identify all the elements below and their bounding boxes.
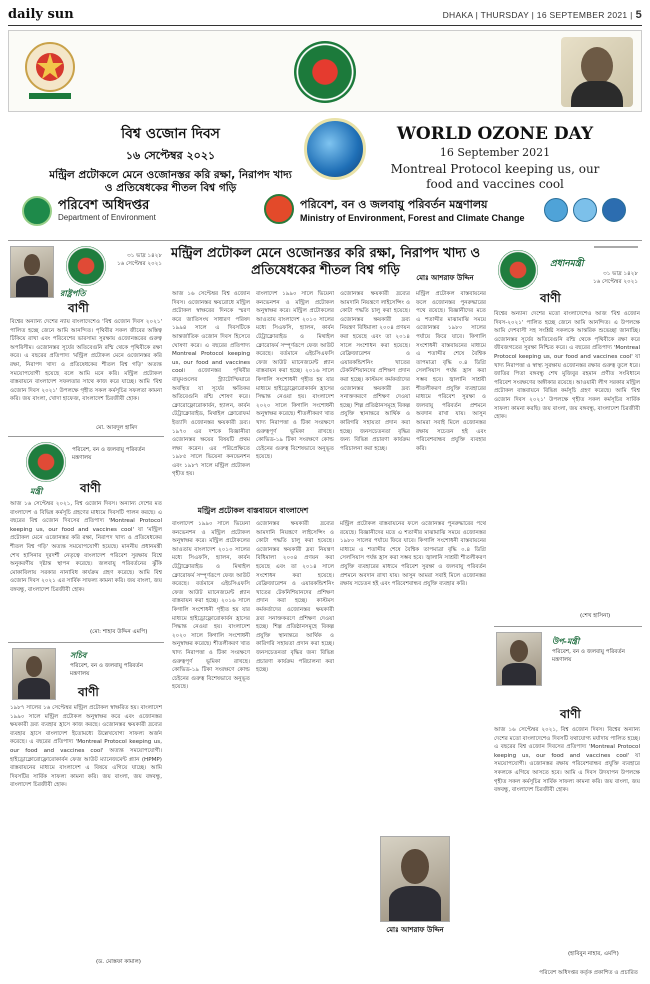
minister-seal: [26, 442, 66, 482]
pm-seal: [498, 250, 538, 290]
english-date: 16 September 2021: [439, 146, 551, 159]
divider: [8, 642, 164, 643]
english-title-block: [390, 124, 600, 192]
dateline-text: DHAKA | THURSDAY | 16 SEPTEMBER 2021 |: [442, 9, 633, 20]
divider: [8, 436, 164, 437]
article-column-6: ওজোনস্তর ক্ষয়কারী দ্রব্যের আমদানি নিয়ন্ত্রণে লাইসেন্সিং ও কোটা পদ্ধতি চালু করা হয়েছে। ওজোনস্তর ক্ষয়কারী দ্রব্য নিয়ন্ত্রণ বিধিমালা ২০০৪ প্রণয়ন করা হয়েছে এবং তা ২০১৪ সালে সংশোধন করা হয়েছে। রেফ্রিজারেশন ও এয়ারকন্ডিশনিং খাতের টেকনিশিয়ানদের প্রশিক্ষণ প্রদান করা হচ্ছে। কাস্টমস কর্মকর্তাদের ওজোনস্তর ক্ষয়কারী দ্রব্য সনাক্তকরণে প্রশিক্ষণ দেওয়া হচ্ছে। শিল্প প্রতিষ্ঠানসমূহে বিকল্প প্রযুক্তি স্থানান্তরে আর্থিক ও কারিগরি সহায়তা প্রদান করা হচ্ছে। জনসচেতনতা বৃদ্ধির জন্য বিভিন্ন প্রচারণা কার্যক্রম পরিচালনা করা হচ্ছে।: [256, 521, 334, 674]
author-name-bottom: মোঃ আশরাফ উদ্দিন: [386, 926, 444, 934]
government-emblem: [294, 41, 356, 103]
author-photo: [380, 836, 450, 922]
ozone-secretariat-logo: [573, 198, 597, 222]
minister-role: মন্ত্রী: [30, 487, 43, 496]
minister-message: আজ ১৬ সেপ্টেম্বর ২০২১, বিশ্ব ওজোন দিবস। অন্যান্য দেশের মত বাংলাদেশ ও বিভিন্ন কর্মসূচি গ্রহণের মাধ্যমে দিবসটি পালন করছে। এ বছরের বিশ্ব ওজোন দিবসের প্রতিপাদ্য 'Montreal Protocol keeping us, our food and vaccines cool' যা 'মন্ট্রিল প্রটোকল মেনে ওজোনস্তর করি রক্ষা, নিরাপদ খাদ্য ও প্রতিষেধকের শীতল বিশ্ব গড়ি' অত্যন্ত সময়োপযোগী হয়েছে। মাননীয় প্রধানমন্ত্রী শেখ হাসিনার দূরদর্শী নেতৃত্বে বাংলাদেশ পরিবেশ সুরক্ষায় বিশ্বে অনুকরণীয় দৃষ্টান্ত স্থাপন করেছে। জলবায়ু পরিবর্তনের ঝুঁকি মোকাবিলায় সরকার নানাবিধ কার্যক্রম গ্রহণ করেছে। আমি বিশ্ব ওজোন দিবস ২০২১ এর সার্বিক সাফল্য কামনা করি। জয় বাংলা, জয় বঙ্গবন্ধু, বাংলাদেশ চিরজীবী হোক।: [10, 501, 162, 593]
ministry-logo: [264, 194, 294, 224]
article-headline: মন্ট্রিল প্রটোকল মেনে ওজোনস্তর করি রক্ষা, নিরাপদ খাদ্য ও প্রতিষেধকের শীতল বিশ্ব গড়ি: [170, 246, 481, 278]
deputy-minister-message-label: বাণী: [560, 707, 581, 721]
secretary-message-label: বাণী: [78, 685, 99, 699]
minister-subtitle: পরিবেশ, বন ও জলবায়ু পরিবর্তন মন্ত্রণালয়: [72, 447, 145, 461]
president-message-label: বাণী: [68, 301, 89, 315]
author-name: মোঃ আশরাফ উদ্দিন: [416, 274, 474, 282]
deputy-minister-photo: [496, 632, 542, 686]
secretary-message: ১৯৮৭ সালের ১৬ সেপ্টেম্বর মন্ট্রিল প্রটোকল স্বাক্ষরিত হয়। বাংলাদেশ ১৯৯০ সালে মন্ট্রিল প্রটোকল অনুস্বাক্ষর করে এবং ওজোনস্তর ক্ষয়কারী দ্রব্য ব্যবহার হ্রাসে কাজ করছে। ওজোনস্তর ক্ষয়কারী দ্রব্যের ব্যবহার হ্রাসে বাংলাদেশ ইতোমধ্যে উল্লেখযোগ্য সাফল্য অর্জন করেছে। এ বছরের প্রতিপাদ্য 'Montreal Protocol keeping us, our food and vaccines cool' অত্যন্ত সময়োপযোগী। হাইড্রোক্লোরোফ্লোরোকার্বন ফেজ আউট ম্যানেজমেন্ট প্ল্যান (HPMP) বাস্তবায়নের মাধ্যমে বাংলাদেশ এ বিষয়ে এগিয়ে যাচ্ছে। আমি দিবসটির সার্বিক সাফল্য কামনা করি। জয় বাংলা, জয় বঙ্গবন্ধু, বাংলাদেশ চিরজীবী হোক।: [10, 705, 162, 789]
english-theme: Montreal Protocol keeping us, our food and vaccines cool: [390, 162, 600, 191]
article-column-7: মন্ট্রিল প্রটোকল বাস্তবায়নের ফলে ওজোনস্তর পুনরুদ্ধারের পথে রয়েছে। বিজ্ঞানীদের মতে এ শতাব্দীর মাঝামাঝি সময়ে ওজোনস্তর ১৯৮০ সালের পর্যায়ে ফিরে যাবে। কিগালি সংশোধনী বাস্তবায়নের মাধ্যমে এ শতাব্দীর শেষে বৈশ্বিক তাপমাত্রা বৃদ্ধি ০.৪ ডিগ্রি সেলসিয়াস পর্যন্ত হ্রাস করা সম্ভব হবে। জ্বালানি সাশ্রয়ী শীতলীকরণ প্রযুক্তি ব্যবহারের মাধ্যমে পরিবেশ সুরক্ষা ও জলবায়ু পরিবর্তন প্রশমনে অবদান রাখা যায়। আসুন আমরা সবাই মিলে ওজোনস্তর রক্ষায় সচেতন হই এবং পরিবেশবান্ধব প্রযুক্তি ব্যবহার করি।: [340, 521, 486, 588]
president-photo: [10, 246, 54, 298]
bangla-title: বিশ্ব ওজোন দিবস: [121, 126, 220, 142]
bangla-title-block: [48, 122, 293, 195]
pm-message: বিশ্বের অন্যান্য দেশের মতো বাংলাদেশেও আজ 'বিশ্ব ওজোন দিবস-২০২১' পালিত হচ্ছে জেনে আমি আনন্দিত। এ উপলক্ষে আমি দেশবাসী সহ সংশ্লিষ্ট সকলকে আন্তরিক শুভেচ্ছা জানাচ্ছি। ওজোনস্তর সূর্যের অতিবেগুনি রশ্মি থেকে পৃথিবীকে রক্ষা করে জীবজগতের সুরক্ষা নিশ্চিত করে। এ বছরের প্রতিপাদ্য 'Montreal Protocol keeping us, our food and vaccines cool' যা খাদ্য নিরাপত্তা ও স্বাস্থ্য সুরক্ষায় ওজোনস্তর রক্ষার গুরুত্ব তুলে ধরে। জাতির পিতা বঙ্গবন্ধু শেখ মুজিবুর রহমান প্রণীত সংবিধানে পরিবেশ সংরক্ষণের অঙ্গীকার রয়েছে। আওয়ামী লীগ সরকার মন্ট্রিল প্রটোকল বাস্তবায়নে বিভিন্ন কর্মসূচি গ্রহণ করেছে। আমি 'বিশ্ব ওজোন দিবস ২০২১' উপলক্ষে গৃহীত সকল কর্মসূচির সার্বিক সাফল্য কামনা করছি। জয় বাংলা, জয় বঙ্গবন্ধু, বাংলাদেশ চিরজীবী হোক।: [494, 311, 640, 421]
secretary-signature: (ড. মোস্তফা কামাল): [96, 959, 141, 965]
article-column-3: ওজোনস্তর ক্ষয়কারী দ্রব্যের আমদানি নিয়ন্ত্রণে লাইসেন্সিং ও কোটা পদ্ধতি চালু করা হয়েছে। ওজোনস্তর ক্ষয়কারী দ্রব্য নিয়ন্ত্রণ বিধিমালা ২০০৪ প্রণয়ন করা হয়েছে এবং তা ২০১৪ সালে সংশোধন করা হয়েছে। রেফ্রিজারেশন ও এয়ারকন্ডিশনিং খাতের টেকনিশিয়ানদের প্রশিক্ষণ প্রদান করা হচ্ছে। কাস্টমস কর্মকর্তাদের ওজোনস্তর ক্ষয়কারী দ্রব্য সনাক্তকরণে প্রশিক্ষণ দেওয়া হচ্ছে। শিল্প প্রতিষ্ঠানসমূহে বিকল্প প্রযুক্তি স্থানান্তরে আর্থিক ও কারিগরি সহায়তা প্রদান করা হচ্ছে। জনসচেতনতা বৃদ্ধির জন্য বিভিন্ন প্রচারণা কার্যক্রম পরিচালনা করা হচ্ছে।: [340, 291, 410, 452]
secretary-role: সচিব: [70, 651, 87, 660]
bangla-theme: মন্ট্রিল প্রটোকলে মেনে ওজোনস্তর করি রক্ষা, নিরাপদ খাদ্য ও প্রতিষেধকের শীতল বিশ্ব গড়ি: [49, 169, 292, 195]
pm-message-label: বাণী: [540, 291, 561, 305]
divider: [494, 626, 642, 627]
president-date: ৩১ ভাদ্র ১৪২৮ ১৬ সেপ্টেম্বর ২০২১: [116, 253, 162, 267]
dateline: [443, 9, 642, 21]
pm-signature: (শেখ হাসিনা): [580, 613, 611, 619]
footer-credit: পরিবেশ অধিদপ্তর কর্তৃক প্রকাশিত ও প্রচারিত: [539, 970, 638, 976]
minister-message-label: বাণী: [80, 481, 101, 495]
department-name-bangla: পরিবেশ অধিদপ্তর: [58, 198, 150, 213]
president-role: রাষ্ট্রপতি: [60, 289, 86, 298]
article-subhead: মন্ট্রিল প্রটোকল বাস্তবায়নে বাংলাদেশ: [197, 506, 309, 515]
page-header: [8, 4, 642, 26]
partner-logos: [544, 198, 634, 222]
pm-role: প্রধানমন্ত্রী: [550, 259, 584, 269]
bangabandhu-portrait: [561, 37, 633, 107]
author-byline-bottom: [360, 926, 470, 935]
doe-logo: [22, 196, 52, 226]
president-signature: মো. আবদুল হামিদ: [96, 425, 138, 431]
page-number: 5: [635, 8, 642, 21]
ministry-name-english: Ministry of Environment, Forest and Climate Change: [300, 213, 525, 223]
author-byline-top: [400, 274, 490, 283]
ozone-globe-icon: [304, 118, 366, 180]
minister-signature: (মো: শাহাব উদ্দিন এমপি): [90, 629, 148, 635]
pm-photo-spacer: [594, 246, 638, 248]
president-message: বিশ্বের অন্যান্য দেশের ন্যায় বাংলাদেশেও 'বিশ্ব ওজোন দিবস ২০২১' পালিত হচ্ছে জেনে আমি আনন্দিত। পৃথিবীর সকল জীবের অস্তিত্ব টিকিয়ে রাখা এবং পরিবেশের ভারসাম্য সুরক্ষায় ওজোনস্তরের গুরুত্ব অপরিসীম। ওজোনস্তর সূর্যের অতিবেগুনি রশ্মি থেকে পৃথিবীকে রক্ষা করে। এ বছরের প্রতিপাদ্য 'মন্ট্রিল প্রটোকল মেনে ওজোনস্তর করি রক্ষা, নিরাপদ খাদ্য ও প্রতিষেধকের শীতল বিশ্ব গড়ি' অত্যন্ত সময়োপযোগী হয়েছে বলে আমি মনে করি। মন্ট্রিল প্রটোকল বাস্তবায়নে বাংলাদেশ সফলতার সাথে কাজ করে যাচ্ছে। আমি 'বিশ্ব ওজোন দিবস ২০২১' উপলক্ষে গৃহীত সকল কর্মসূচির সফলতা কামনা করি। জয় বাংলা, খোদা হাফেজ, বাংলাদেশ চিরজীবী হোক।: [10, 319, 162, 403]
top-banner: [8, 30, 642, 112]
divider: [8, 240, 642, 241]
deputy-minister-role: উপ-মন্ত্রী: [552, 637, 580, 646]
deputy-minister-message: আজ ১৬ সেপ্টেম্বর ২০২১, বিশ্ব ওজোন দিবস। বিশ্বের অন্যান্য দেশের মতো বাংলাদেশেও দিবসটি যথাযোগ্য মর্যাদায় পালিত হচ্ছে। এ বছরের বিশ্ব ওজোন দিবসের প্রতিপাদ্য 'Montreal Protocol keeping us, our food and vaccines cool' যা সময়োপযোগী। ওজোনস্তর রক্ষায় পরিবেশবান্ধব প্রযুক্তি ব্যবহারে সকলকে এগিয়ে আসতে হবে। আমি এ দিবস উদযাপন উপলক্ষে গৃহীত সকল কর্মসূচির সার্বিক সাফল্য কামনা করি। জয় বাংলা, জয় বঙ্গবন্ধু, বাংলাদেশ চিরজীবী হোক।: [494, 727, 640, 794]
article-column-2: বাংলাদেশ ১৯৯০ সালে ভিয়েনা কনভেনশন ও মন্ট্রিল প্রটোকল অনুস্বাক্ষর করে। মন্ট্রিল প্রটোকলের আওতায় বাংলাদেশ ২০১০ সালের মধ্যে সিএফসি, হ্যালন, কার্বন টেট্রাক্লোরাইড ও মিথাইল ক্লোরোফর্ম সম্পূর্ণরূপে ফেজ আউট করেছে। বর্তমানে এইচসিএফসি ফেজ আউট ম্যানেজমেন্ট প্ল্যান বাস্তবায়ন করা হচ্ছে। ২০১৬ সালে কিগালি সংশোধনী গৃহীত হয় যার মাধ্যমে হাইড্রোফ্লোরোকার্বন হ্রাসের সিদ্ধান্ত নেওয়া হয়। বাংলাদেশ ২০২০ সালে কিগালি সংশোধনী অনুস্বাক্ষর করেছে। শীতলীকরণ খাত খাদ্য নিরাপত্তা ও টিকা সংরক্ষণে গুরুত্বপূর্ণ ভূমিকা রাখছে। কোভিড-১৯ টিকা সংরক্ষণে কোল্ড চেইনের গুরুত্ব বিশেষভাবে অনুভূত হয়েছে।: [256, 291, 334, 461]
ministry-name-bangla: পরিবেশ, বন ও জলবায়ু পরিবর্তন মন্ত্রণালয়: [300, 198, 488, 211]
un-logo: [544, 198, 568, 222]
article-column-1: আজ ১৬ সেপ্টেম্বর বিশ্ব ওজোন দিবস। ওজোনস্তর ক্ষয়রোধে মন্ট্রিল প্রটোকল স্বাক্ষরের দিনকে স্মরণ করে জাতিসংঘ সাধারণ পরিষদ ১৯৯৪ সালে এ দিবসটিকে আন্তর্জাতিক ওজোন দিবস হিসেবে ঘোষণা করে। এ বছরের প্রতিপাদ্য Montreal Protocol keeping us, our food and vaccines cool। ওজোনস্তর পৃথিবীর বায়ুমণ্ডলের স্ট্র্যাটোস্ফিয়ারে অবস্থিত যা সূর্যের ক্ষতিকর অতিবেগুনি রশ্মি শোষণ করে। ক্লোরোফ্লোরোকার্বন, হ্যালন, কার্বন টেট্রাক্লোরাইড, মিথাইল ক্লোরোফর্ম ইত্যাদি ওজোনস্তর ক্ষয়কারী দ্রব্য। ১৯৭০ এর দশকে বিজ্ঞানীরা ওজোনস্তর ক্ষয়ের বিষয়টি প্রথম লক্ষ্য করেন। এর পরিপ্রেক্ষিতে ১৯৮৫ সালে ভিয়েনা কনভেনশন এবং ১৯৮৭ সালে মন্ট্রিল প্রটোকল গৃহীত হয়।: [172, 291, 250, 478]
department-name-english: Department of Environment: [58, 213, 156, 222]
title-row: [8, 118, 642, 238]
secretary-photo: [12, 648, 56, 700]
pm-date: ৩১ ভাদ্র ১৪২৮ ১৬ সেপ্টেম্বর ২০২১: [592, 271, 638, 285]
secretary-subtitle: পরিবেশ, বন ও জলবায়ু পরিবর্তন মন্ত্রণালয়: [70, 663, 143, 677]
bangla-date: ১৬ সেপ্টেম্বর ২০২১: [125, 149, 216, 162]
article-column-5: বাংলাদেশ ১৯৯০ সালে ভিয়েনা কনভেনশন ও মন্ট্রিল প্রটোকল অনুস্বাক্ষর করে। মন্ট্রিল প্রটোকলের আওতায় বাংলাদেশ ২০১০ সালের মধ্যে সিএফসি, হ্যালন, কার্বন টেট্রাক্লোরাইড ও মিথাইল ক্লোরোফর্ম সম্পূর্ণরূপে ফেজ আউট করেছে। বর্তমানে এইচসিএফসি ফেজ আউট ম্যানেজমেন্ট প্ল্যান বাস্তবায়ন করা হচ্ছে। ২০১৬ সালে কিগালি সংশোধনী গৃহীত হয় যার মাধ্যমে হাইড্রোফ্লোরোকার্বন হ্রাসের সিদ্ধান্ত নেওয়া হয়। বাংলাদেশ ২০২০ সালে কিগালি সংশোধনী অনুস্বাক্ষর করেছে। শীতলীকরণ খাত খাদ্য নিরাপত্তা ও টিকা সংরক্ষণে গুরুত্বপূর্ণ ভূমিকা রাখছে। কোভিড-১৯ টিকা সংরক্ষণে কোল্ড চেইনের গুরুত্ব বিশেষভাবে অনুভূত হয়েছে।: [172, 521, 250, 691]
masthead: daily sun: [8, 7, 74, 22]
deputy-minister-signature: (হাবিবুন নাহার, এমপি): [568, 951, 619, 957]
mujib-centenary-logo: [17, 37, 83, 103]
english-title: WORLD OZONE DAY: [396, 124, 594, 144]
undp-logo: [602, 198, 626, 222]
article-column-4: মন্ট্রিল প্রটোকল বাস্তবায়নের ফলে ওজোনস্তর পুনরুদ্ধারের পথে রয়েছে। বিজ্ঞানীদের মতে এ শতাব্দীর মাঝামাঝি সময়ে ওজোনস্তর ১৯৮০ সালের পর্যায়ে ফিরে যাবে। কিগালি সংশোধনী বাস্তবায়নের মাধ্যমে এ শতাব্দীর শেষে বৈশ্বিক তাপমাত্রা বৃদ্ধি ০.৪ ডিগ্রি সেলসিয়াস পর্যন্ত হ্রাস করা সম্ভব হবে। জ্বালানি সাশ্রয়ী শীতলীকরণ প্রযুক্তি ব্যবহারের মাধ্যমে পরিবেশ সুরক্ষা ও জলবায়ু পরিবর্তন প্রশমনে অবদান রাখা যায়। আসুন আমরা সবাই মিলে ওজোনস্তর রক্ষায় সচেতন হই এবং পরিবেশবান্ধব প্রযুক্তি ব্যবহার করি।: [416, 291, 486, 452]
deputy-minister-subtitle: পরিবেশ, বন ও জলবায়ু পরিবর্তন মন্ত্রণালয়: [552, 649, 625, 663]
